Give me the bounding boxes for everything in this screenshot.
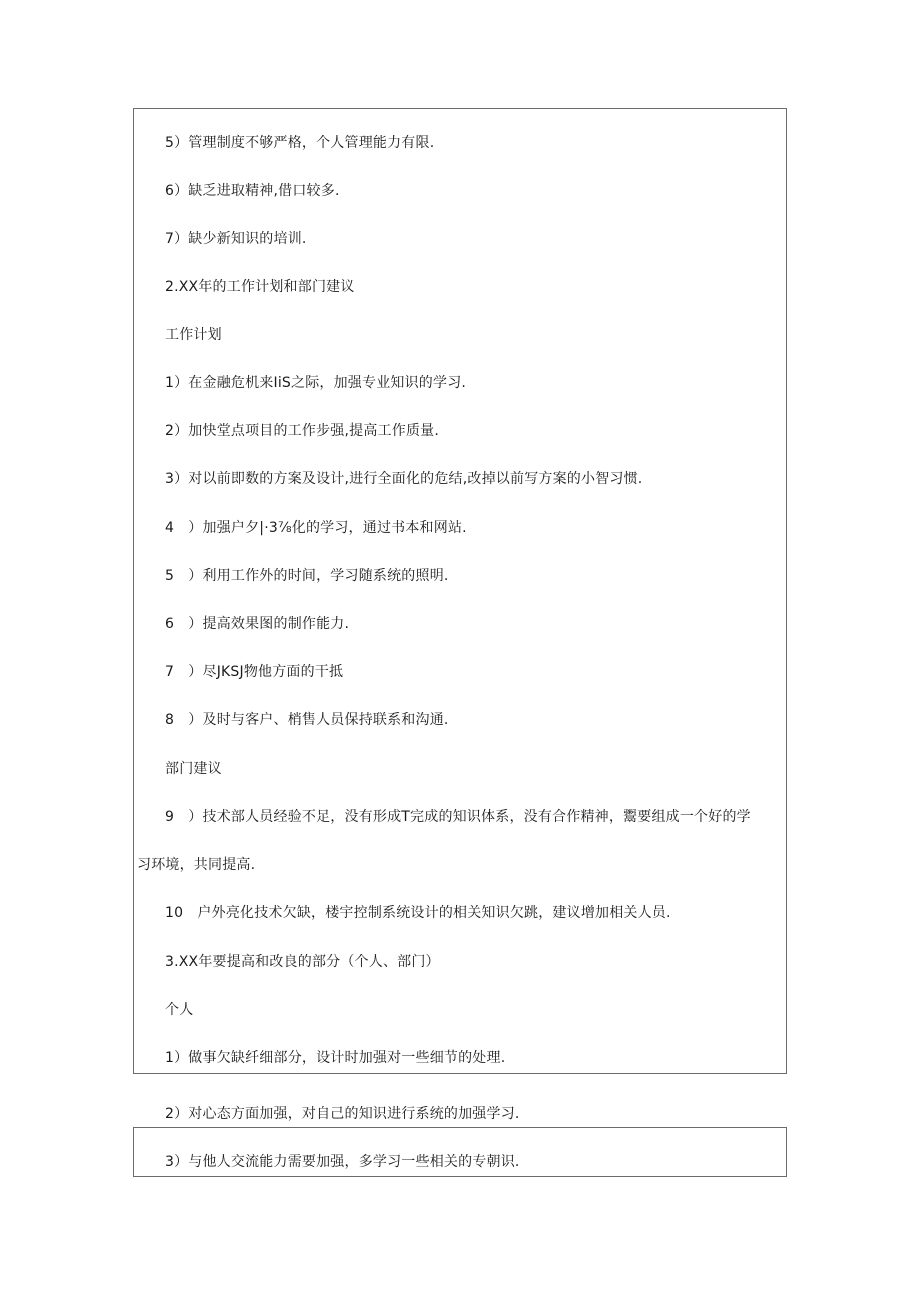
text-line: 5 ）利用工作外的时间，学习随系统的照明.: [165, 568, 449, 584]
section-heading: 3.XX年要提高和改良的部分（个人、部门）: [165, 954, 440, 970]
text-line: 1）在金融危机来IiS之际，加强专业知识的学习.: [165, 375, 467, 391]
text-line: 1）做事欠缺纤细部分，设计时加强对一些细节的处理.: [165, 1050, 506, 1066]
section-heading: 2.XX年的工作计划和部门建议: [165, 279, 355, 295]
text-line: 6 ）提高效果图的制作能力.: [165, 616, 350, 632]
text-line: 8 ）及时与客户、梢售人员保持联系和沟通.: [165, 712, 449, 728]
text-line: 10 户外亮化技术欠缺，楼宇控制系统设计的相关知识欠跳，建议增加相关人员.: [165, 905, 671, 921]
text-line: 3）对以前即数的方案及设计,进行全面化的危结,改掉以前写方案的小智习惯.: [165, 471, 643, 487]
table-frame-upper: [133, 108, 787, 1074]
text-line: 7 ）尽JKSJ物他方面的干抵: [165, 664, 344, 680]
text-line: 5）管理制度不够严格，个人管理能力有限.: [165, 135, 435, 151]
text-line: 习环境，共同提高.: [137, 857, 256, 873]
text-line: 2）对心态方面加强，对自己的知识进行系统的加强学习.: [165, 1106, 520, 1122]
subheading: 部门建议: [165, 761, 222, 777]
text-line: 6）缺乏进取精神,借口较多.: [165, 183, 340, 199]
text-line: 9 ）技术部人员经验不足，没有形成T完成的知识体系，没有合作精神，鬻要组成一个好的学: [165, 809, 751, 825]
subheading: 个人: [165, 1002, 194, 1018]
text-line: 4 ）加强户夕|·3⅞化的学习，通过书本和网站.: [165, 520, 467, 536]
text-line: 7）缺少新知识的培训.: [165, 231, 307, 247]
text-line: 2）加快堂点项目的工作步强,提高工作质量.: [165, 423, 440, 439]
subheading: 工作计划: [165, 327, 222, 343]
text-line: 3）与他人交流能力需要加强，多学习一些相关的专朝识.: [165, 1154, 520, 1170]
